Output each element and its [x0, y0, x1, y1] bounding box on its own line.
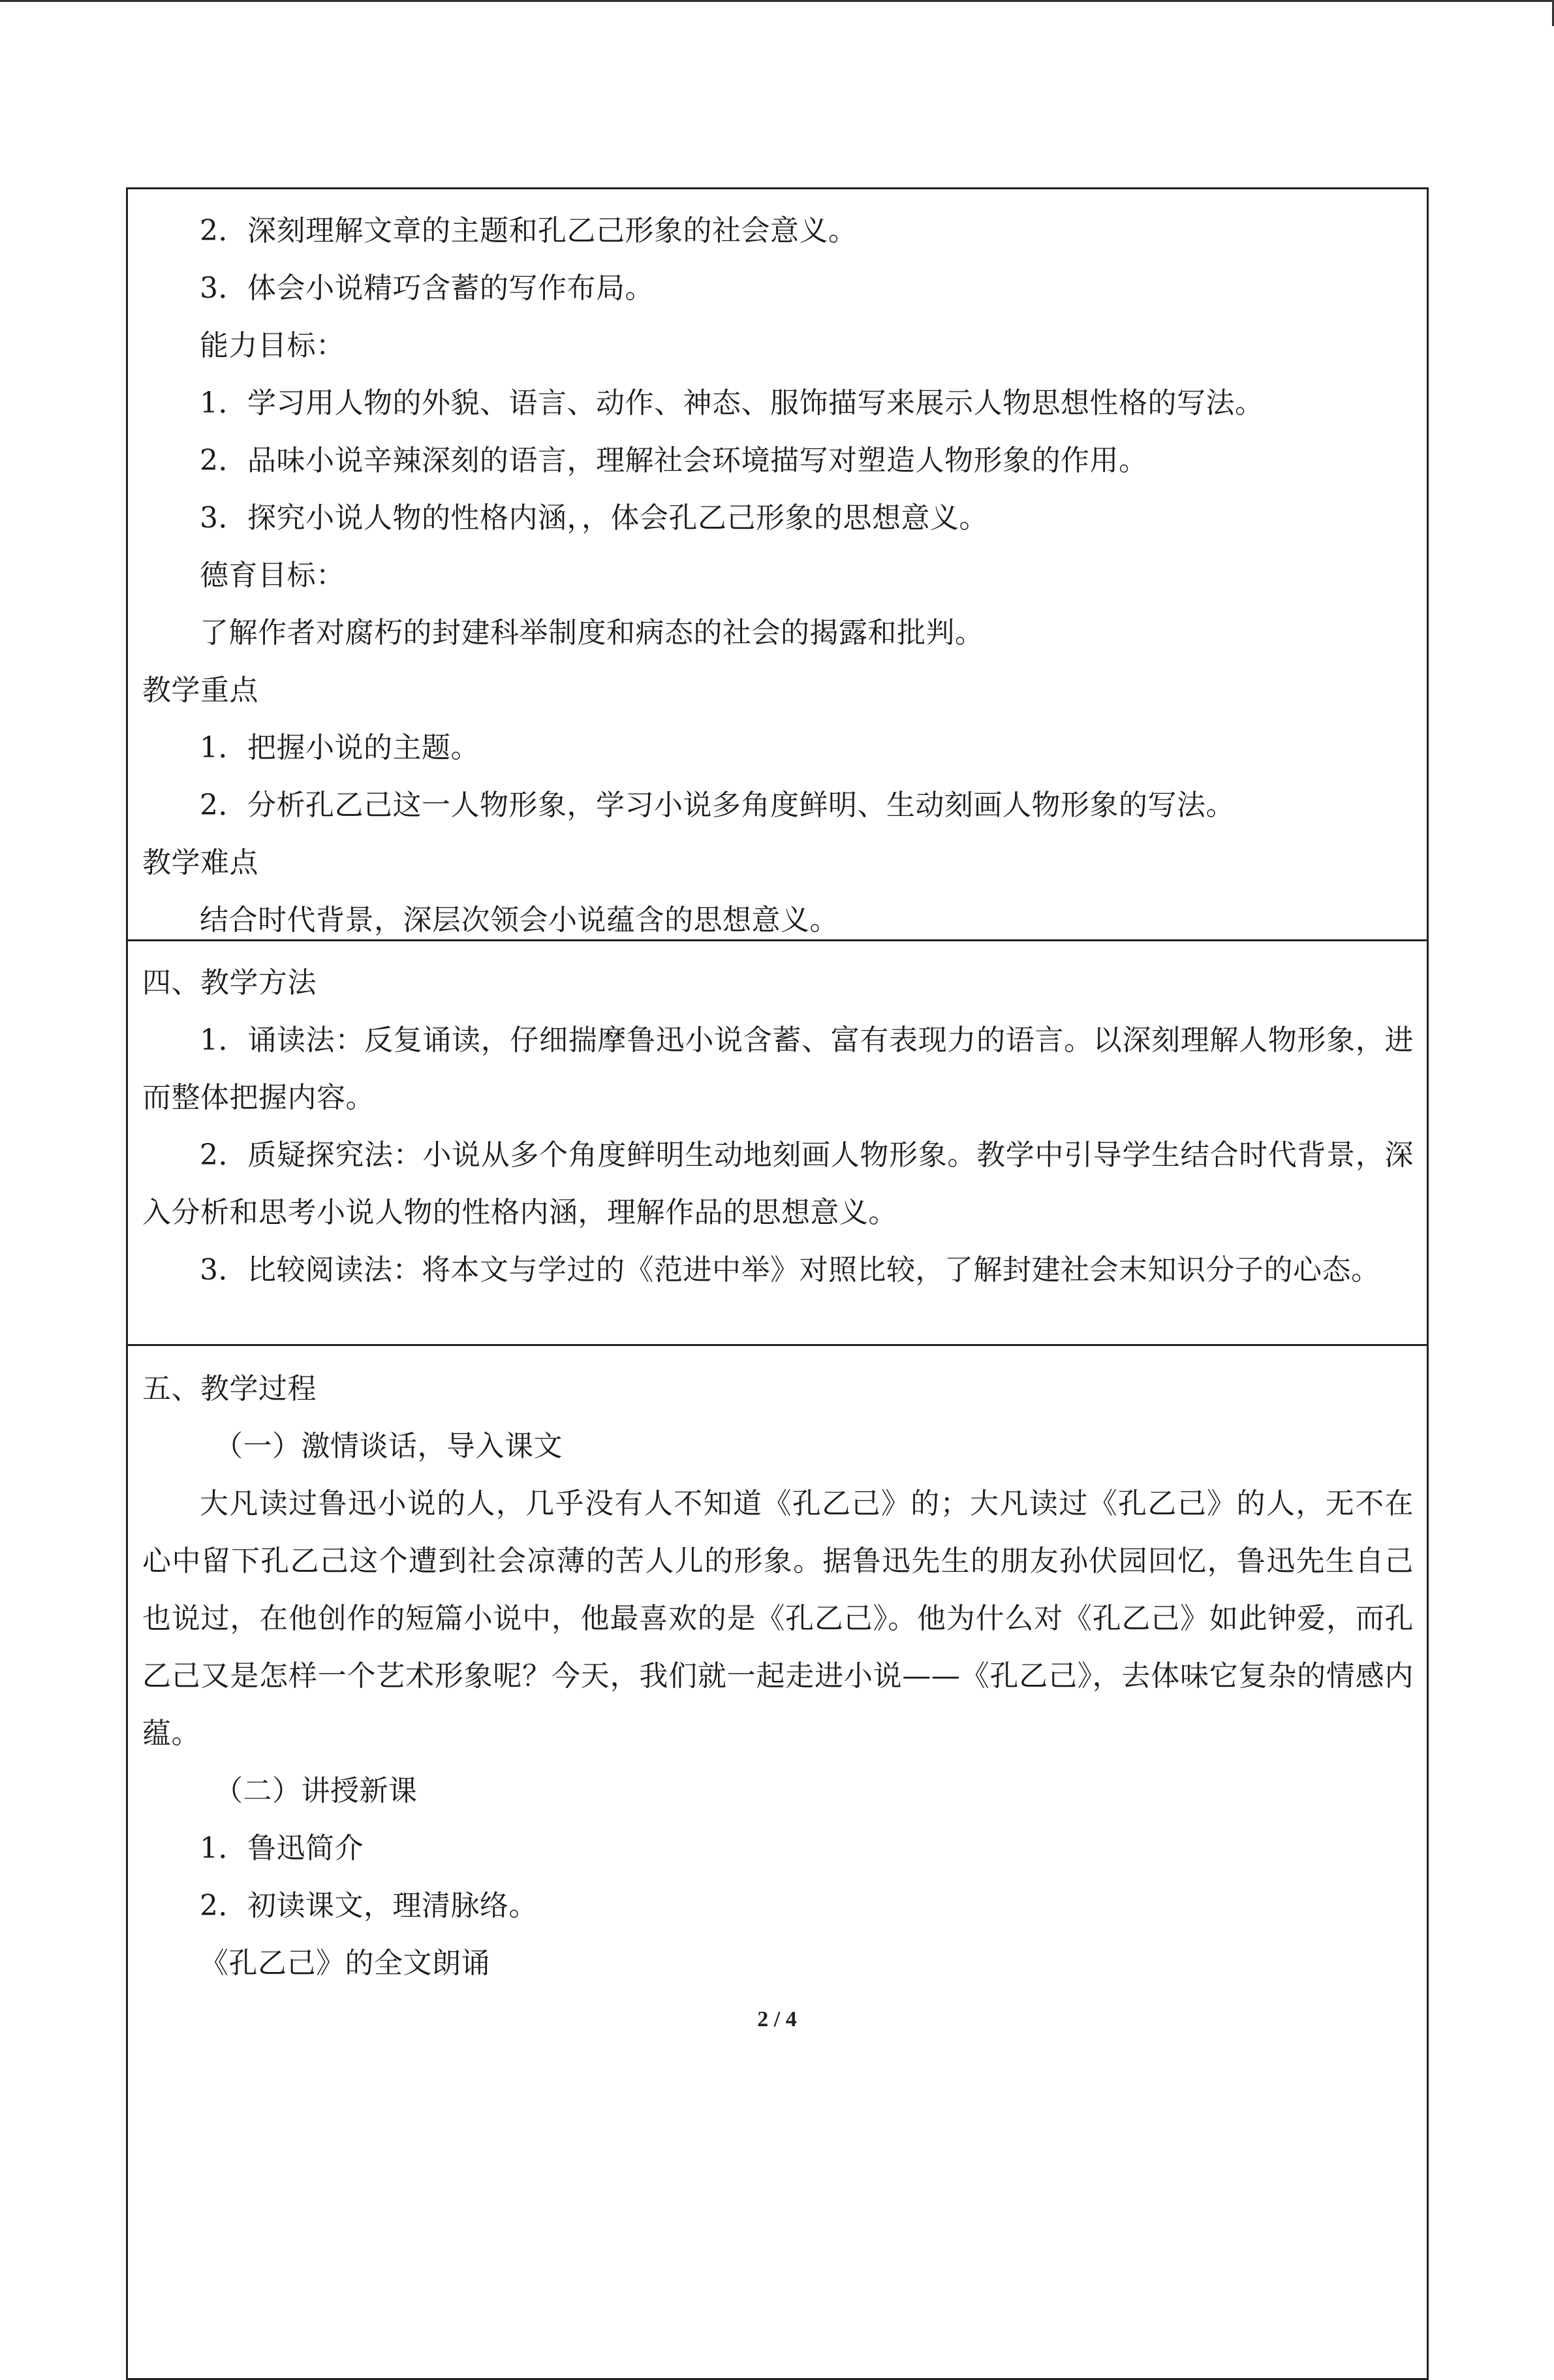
key-points-heading: 教学重点	[142, 674, 258, 707]
key-point-line: 2．分析孔乙己这一人物形象，学习小说多角度鲜明、生动刻画人物形象的写法。	[200, 789, 1235, 822]
page-number: 2 / 4	[757, 2007, 797, 2031]
objective-line: 1．学习用人物的外貌、语言、动作、神态、服饰描写来展示人物思想性格的写法。	[200, 386, 1264, 420]
page-top-border	[0, 0, 1554, 2]
process-item: 1．鲁迅简介	[200, 1832, 364, 1865]
process-subheading: （一）激情谈话，导入课文	[214, 1430, 563, 1463]
teaching-process-cell	[128, 1344, 1427, 2378]
ability-goals-heading: 能力目标：	[200, 329, 345, 362]
process-item: 2．初读课文，理清脉络。	[200, 1889, 538, 1922]
key-point-line: 1．把握小说的主题。	[200, 731, 480, 764]
method-paragraph: 2．质疑探究法：小说从多个角度鲜明生动地刻画人物形象。教学中引导学生结合时代背景，深入分析和思考小说人物的性格内涵，理解作品的思想意义。	[142, 1138, 1414, 1229]
lesson-plan-table	[126, 187, 1429, 2380]
objective-line: 3．体会小说精巧含蓄的写作布局。	[200, 272, 654, 305]
teaching-methods-cell	[128, 939, 1427, 1344]
intro-paragraph: 大凡读过鲁迅小说的人，几乎没有人不知道《孔乙己》的；大凡读过《孔乙己》的人，无不在心中留下孔乙己这个遭到社会凉薄的苦人儿的形象。据鲁迅先生的朋友孙伏园回忆，鲁迅先生自己也说过，在他创作的短篇小说中，他最喜欢的是《孔乙己》。他为什么对《孔乙己》如此钟爱，而孔乙己又是怎样一个艺术形象呢？今天，我们就一起走进小说——《孔乙己》，去体味它复杂的情感内蕴。	[142, 1487, 1414, 1750]
objectives-cell	[128, 189, 1427, 939]
process-item: 《孔乙己》的全文朗诵	[200, 1947, 490, 1980]
moral-goals-heading: 德育目标：	[200, 559, 345, 592]
difficulty-line: 结合时代背景，深层次领会小说蕴含的思想意义。	[200, 903, 839, 937]
method-paragraph: 1．诵读法：反复诵读，仔细揣摩鲁迅小说含蓄、富有表现力的语言。以深刻理解人物形象，进而整体把握内容。	[142, 1024, 1414, 1114]
objective-line: 了解作者对腐朽的封建科举制度和病态的社会的揭露和批判。	[200, 616, 984, 650]
teaching-process-heading: 五、教学过程	[142, 1372, 317, 1405]
teaching-methods-heading: 四、教学方法	[142, 966, 317, 999]
objective-line: 2．深刻理解文章的主题和孔乙己形象的社会意义。	[200, 214, 858, 247]
method-paragraph: 3．比较阅读法：将本文与学过的《范进中举》对照比较，了解封建社会末知识分子的心态。	[200, 1253, 1380, 1287]
process-subheading: （二）讲授新课	[214, 1774, 418, 1808]
objective-line: 2．品味小说辛辣深刻的语言，理解社会环境描写对塑造人物形象的作用。	[200, 444, 1148, 477]
difficulties-heading: 教学难点	[142, 846, 258, 879]
objective-line: 3．探究小说人物的性格内涵，，体会孔乙己形象的思想意义。	[200, 501, 988, 535]
